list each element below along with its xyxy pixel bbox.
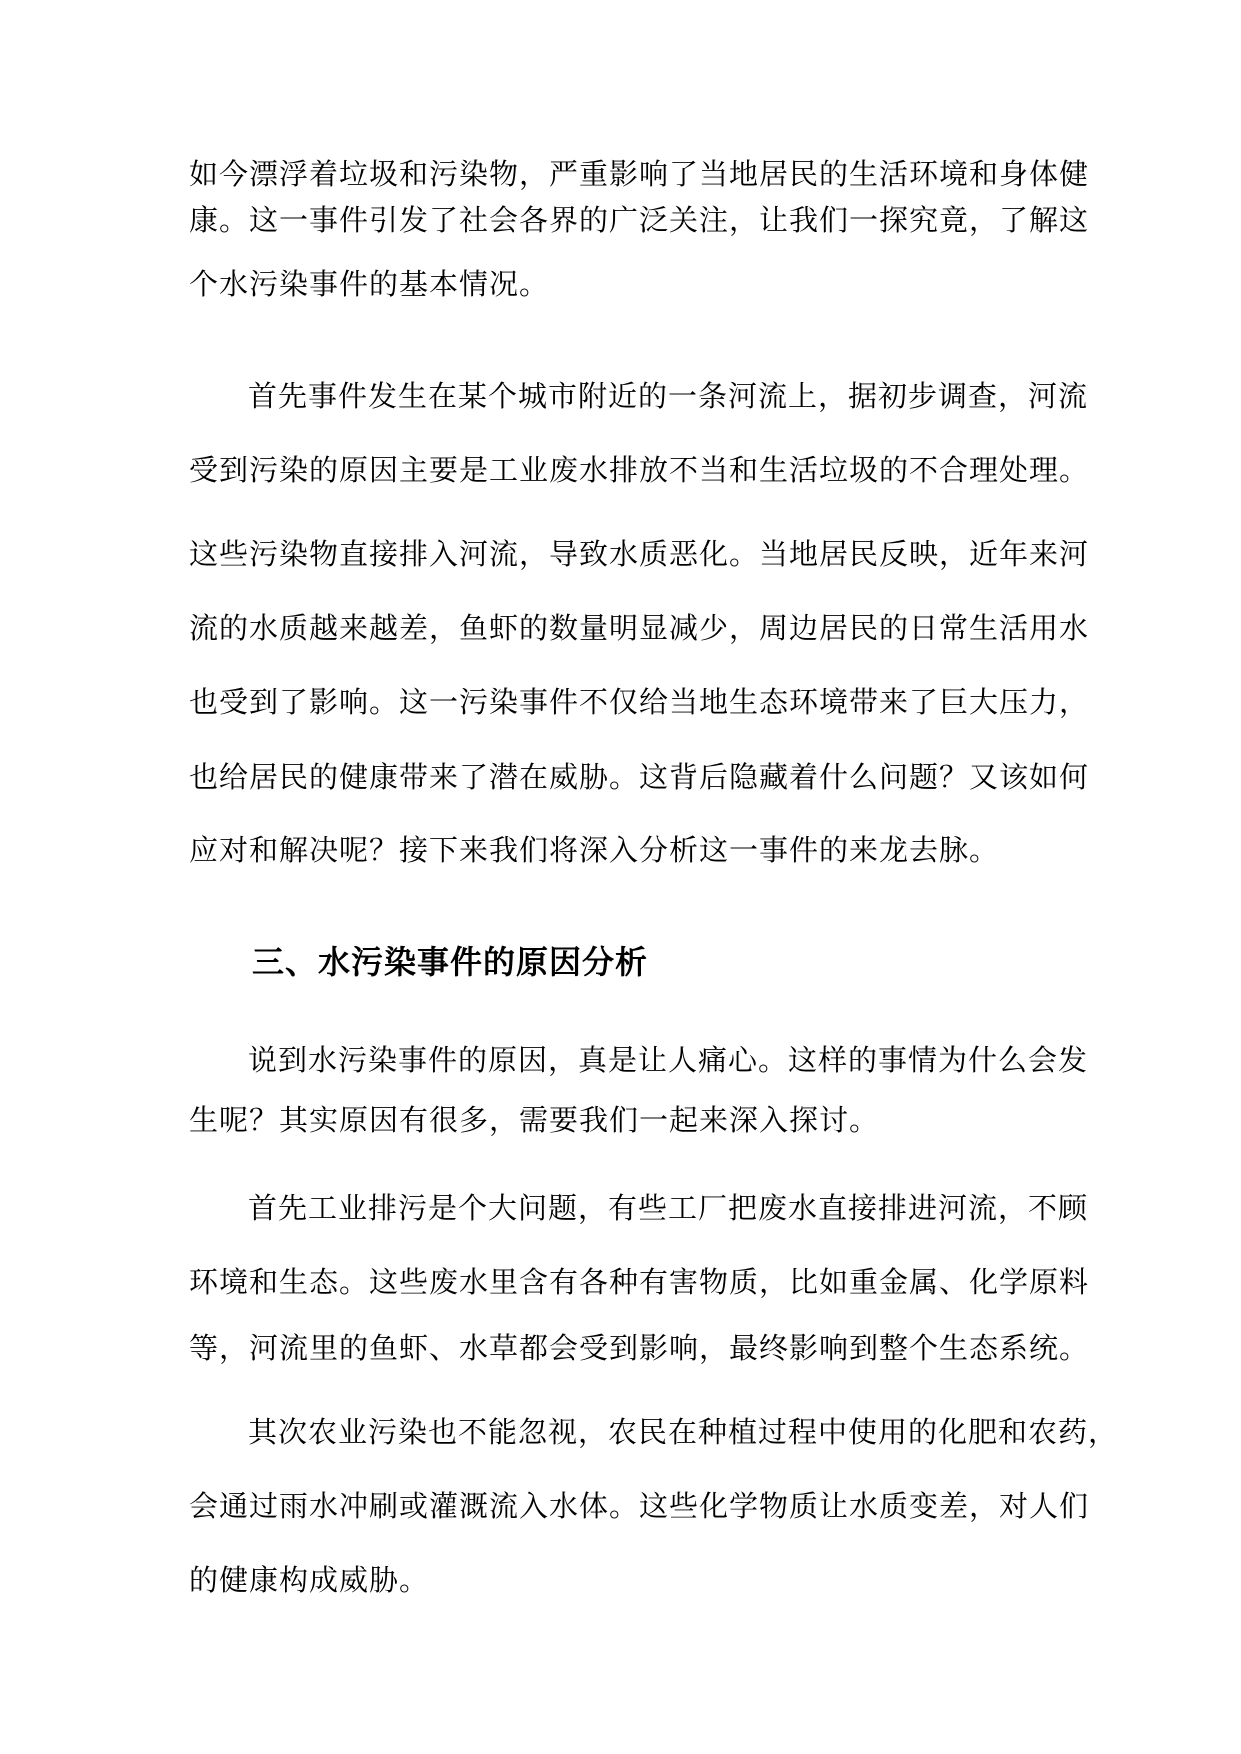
paragraph-3-line-1: 说到水污染事件的原因，真是让人痛心。这样的事情为什么会发 <box>248 1043 1089 1077</box>
paragraph-1-line-2: 康。这一事件引发了社会各界的广泛关注，让我们一探究竟，了解这 <box>189 203 1090 237</box>
paragraph-4-line-1: 首先工业排污是个大问题，有些工厂把废水直接排进河流，不顾 <box>248 1191 1089 1225</box>
paragraph-2-line-6: 也给居民的健康带来了潜在威胁。这背后隐藏着什么问题？又该如何 <box>189 760 1090 794</box>
paragraph-3-line-2: 生呢？其实原因有很多，需要我们一起来深入探讨。 <box>189 1103 880 1137</box>
paragraph-1-line-1: 如今漂浮着垃圾和污染物，严重影响了当地居民的生活环境和身体健 <box>189 157 1090 191</box>
paragraph-2-line-2: 受到污染的原因主要是工业废水排放不当和生活垃圾的不合理处理。 <box>189 453 1090 487</box>
paragraph-5-line-3: 的健康构成威胁。 <box>189 1563 430 1597</box>
paragraph-2-line-1: 首先事件发生在某个城市附近的一条河流上，据初步调查，河流 <box>248 379 1089 413</box>
paragraph-1-line-3: 个水污染事件的基本情况。 <box>189 267 550 301</box>
paragraph-2-line-7: 应对和解决呢？接下来我们将深入分析这一事件的来龙去脉。 <box>189 833 1000 867</box>
paragraph-2-line-4: 流的水质越来越差，鱼虾的数量明显减少，周边居民的日常生活用水 <box>189 611 1090 645</box>
paragraph-2-line-3: 这些污染物直接排入河流，导致水质恶化。当地居民反映，近年来河 <box>189 537 1090 571</box>
paragraph-5-line-1: 其次农业污染也不能忽视，农民在种植过程中使用的化肥和农药， <box>248 1415 1119 1449</box>
paragraph-5-line-2: 会通过雨水冲刷或灌溉流入水体。这些化学物质让水质变差，对人们 <box>189 1489 1090 1523</box>
paragraph-4-line-3: 等，河流里的鱼虾、水草都会受到影响，最终影响到整个生态系统。 <box>189 1331 1090 1365</box>
paragraph-4-line-2: 环境和生态。这些废水里含有各种有害物质，比如重金属、化学原料 <box>189 1265 1090 1299</box>
paragraph-2-line-5: 也受到了影响。这一污染事件不仅给当地生态环境带来了巨大压力， <box>189 685 1090 719</box>
section-heading: 三、水污染事件的原因分析 <box>252 943 649 981</box>
